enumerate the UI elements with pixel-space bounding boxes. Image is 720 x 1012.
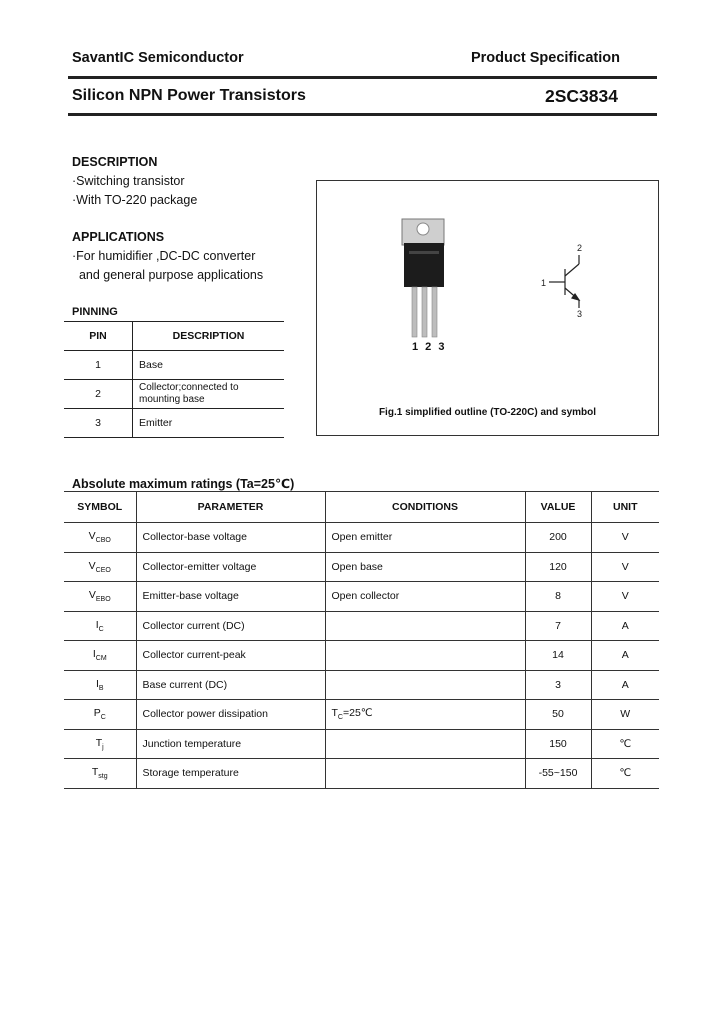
value-cell: 150	[525, 729, 591, 759]
lead-numbers: 1 2 3	[412, 341, 447, 353]
pin-description: Emitter	[133, 409, 285, 438]
condition-subscript: C	[337, 714, 343, 722]
symbol-subscript: CBO	[95, 537, 111, 545]
value-cell: 120	[525, 552, 591, 582]
symbol: T	[91, 766, 99, 779]
description-item: ·Switching transistor	[72, 174, 185, 188]
pinning-table	[64, 321, 284, 438]
symbol-label-base: 1	[541, 278, 547, 288]
value-cell: 200	[525, 523, 591, 553]
symbol-cell	[64, 700, 136, 730]
col-header: PIN	[64, 322, 133, 351]
symbol-cell	[64, 759, 136, 789]
description-item: ·With TO-220 package	[72, 193, 198, 207]
table-row	[64, 641, 659, 671]
unit-cell: A	[591, 670, 659, 700]
table-row	[64, 582, 659, 612]
pin-description: Collector;connected to mounting base	[133, 380, 285, 409]
unit-cell: W	[591, 700, 659, 730]
conditions-cell: Open emitter	[325, 523, 525, 553]
table-row	[64, 759, 659, 789]
col-header: CONDITIONS	[325, 492, 525, 523]
doc-type: Product Specification	[470, 50, 620, 66]
col-header: DESCRIPTION	[133, 322, 285, 351]
condition-value: =25℃	[342, 707, 373, 720]
pinning-title: PINNING	[72, 306, 118, 318]
symbol-label-emitter: 3	[577, 309, 583, 319]
to220-package-figure	[317, 181, 658, 435]
conditions-cell	[325, 759, 525, 789]
symbol: P	[93, 707, 101, 720]
lead-2	[422, 287, 427, 337]
symbol: V	[88, 530, 96, 543]
ratings-table	[64, 491, 659, 789]
symbol: V	[88, 559, 96, 572]
symbol-subscript: EBO	[95, 596, 111, 604]
symbol-subscript: CM	[95, 655, 107, 663]
symbol-label-collector: 2	[577, 243, 583, 253]
applications-title: APPLICATIONS	[72, 230, 165, 244]
table-header-row	[64, 492, 659, 523]
conditions-cell	[325, 670, 525, 700]
symbol-cell	[64, 670, 136, 700]
col-header: VALUE	[525, 492, 591, 523]
symbol: T	[95, 736, 103, 749]
parameter-cell: Collector power dissipation	[136, 700, 325, 730]
col-header: UNIT	[591, 492, 659, 523]
pin-number: 1	[64, 351, 133, 380]
value-cell: 8	[525, 582, 591, 612]
description-title: DESCRIPTION	[72, 155, 158, 169]
parameter-cell: Storage temperature	[136, 759, 325, 789]
symbol-cell	[64, 582, 136, 612]
conditions-cell	[325, 611, 525, 641]
table-row	[64, 351, 284, 380]
figure-caption: Fig.1 simplified outline (TO-220C) and symbol	[378, 407, 597, 418]
value-cell: 3	[525, 670, 591, 700]
header-rule-top	[68, 76, 657, 79]
ratings-title: Absolute maximum ratings (Ta=25℃)	[72, 477, 295, 491]
table-row	[64, 523, 659, 553]
unit-cell: V	[591, 552, 659, 582]
symbol-cell	[64, 611, 136, 641]
applications-line: and general purpose applications	[72, 268, 264, 282]
parameter-cell: Collector-emitter voltage	[136, 552, 325, 582]
parameter-cell: Collector current (DC)	[136, 611, 325, 641]
unit-cell: V	[591, 523, 659, 553]
table-row	[64, 670, 659, 700]
symbol-cell	[64, 523, 136, 553]
symbol-subscript: j	[102, 743, 104, 751]
part-number: 2SC3834	[545, 86, 618, 106]
symbol-cell	[64, 729, 136, 759]
unit-cell: V	[591, 582, 659, 612]
value-cell: 7	[525, 611, 591, 641]
unit-cell: A	[591, 641, 659, 671]
lead-3	[432, 287, 437, 337]
applications-line: ·For humidifier ,DC-DC converter	[72, 249, 256, 263]
col-header: SYMBOL	[64, 492, 136, 523]
company-name: SavantIC Semiconductor	[72, 50, 244, 66]
pin-number: 3	[64, 409, 133, 438]
lead-1	[412, 287, 417, 337]
pin-number: 2	[64, 380, 133, 409]
table-row	[64, 552, 659, 582]
symbol: V	[88, 589, 96, 602]
conditions-cell	[325, 729, 525, 759]
value-cell: -55~150	[525, 759, 591, 789]
symbol: I	[95, 618, 99, 631]
symbol-subscript: C	[98, 625, 104, 633]
symbol-subscript: stg	[98, 773, 108, 781]
col-header: PARAMETER	[136, 492, 325, 523]
symbol-cell	[64, 552, 136, 582]
table-row	[64, 380, 284, 409]
unit-cell: ℃	[591, 759, 659, 789]
table-header-row	[64, 322, 284, 351]
unit-cell: A	[591, 611, 659, 641]
unit-cell: ℃	[591, 729, 659, 759]
table-row	[64, 611, 659, 641]
table-row	[64, 409, 284, 438]
header-rule-bottom	[68, 113, 657, 116]
conditions-cell	[325, 641, 525, 671]
figure-box	[316, 180, 659, 436]
package-body	[404, 243, 444, 287]
condition-symbol: T	[331, 707, 338, 720]
parameter-cell: Emitter-base voltage	[136, 582, 325, 612]
symbol-subscript: B	[98, 684, 104, 692]
parameter-cell: Collector-base voltage	[136, 523, 325, 553]
table-row	[64, 729, 659, 759]
symbol: I	[92, 648, 96, 661]
header-bottom	[72, 87, 658, 111]
conditions-cell: Open collector	[325, 582, 525, 612]
parameter-cell: Collector current-peak	[136, 641, 325, 671]
pin-description: Base	[133, 351, 285, 380]
symbol-cell	[64, 641, 136, 671]
value-cell: 50	[525, 700, 591, 730]
value-cell: 14	[525, 641, 591, 671]
parameter-cell: Junction temperature	[136, 729, 325, 759]
table-row	[64, 700, 659, 730]
product-line: Silicon NPN Power Transistors	[72, 87, 306, 104]
npn-transistor-symbol	[549, 255, 579, 308]
conditions-cell	[325, 700, 525, 730]
conditions-cell: Open base	[325, 552, 525, 582]
header-top	[72, 50, 658, 72]
parameter-cell: Base current (DC)	[136, 670, 325, 700]
symbol: I	[95, 677, 99, 690]
mounting-hole	[417, 223, 429, 235]
symbol-subscript: C	[100, 714, 106, 722]
symbol-subscript: CEO	[95, 566, 111, 574]
